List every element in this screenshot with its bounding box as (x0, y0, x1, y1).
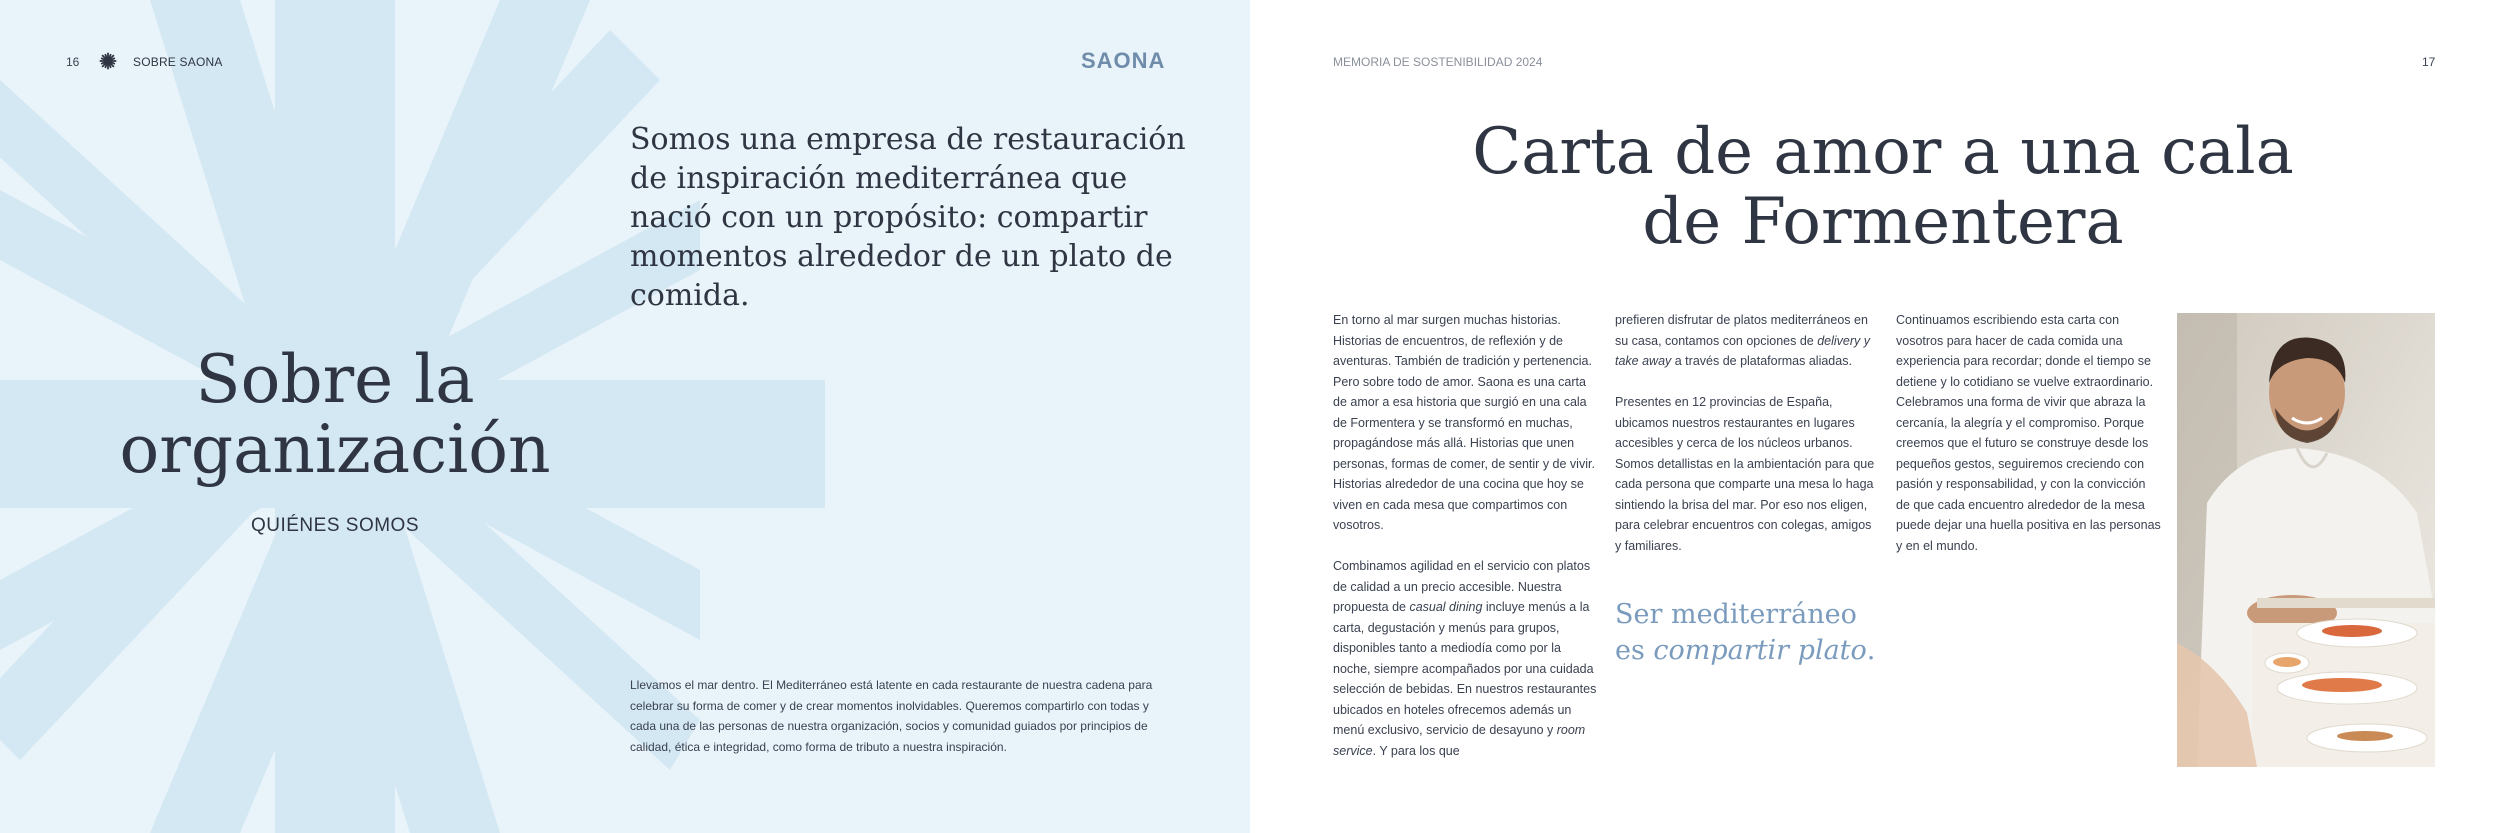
page-title (110, 341, 560, 488)
text-span: incluye menús a la carta, degustación y menús para grupos, disponibles tanto a mediodía como por la noche, siempre acompañados por una cuidada selección de bebidas. En nuestros restaurantes ubicados en hoteles ofrecemos además un menú exclusivo, servicio de desayuno y (1333, 600, 1597, 737)
report-header-label: MEMORIA DE SOSTENIBILIDAD 2024 (1333, 55, 1543, 69)
article-title (1333, 117, 2433, 257)
title-line-1: Carta de amor a una cala (1472, 115, 2294, 189)
quote-prefix: es (1615, 635, 1654, 666)
paragraph (1333, 556, 1598, 761)
page-number: 16 (66, 55, 80, 69)
text-column-3 (1896, 310, 2161, 577)
italic-term: room service (1333, 723, 1586, 758)
page-number: 17 (2422, 55, 2436, 69)
italic-term: casual dining (1409, 600, 1483, 614)
text-span: . Y para los que (1372, 743, 1460, 758)
footer-paragraph: Llevamos el mar dentro. El Mediterráneo está latente en cada restaurante de nuestra cadena para celebrar su forma de comer y de crear momentos inolvidables. Queremos compartirlo con todas y cada una de las personas de nuestra organización, socios y comunidad guiados por principios de calidad, ética e integridad, como forma de tributo a nuestra inspiración. (630, 678, 1153, 754)
restaurant-photo (2177, 313, 2435, 767)
quote-line-2 (1615, 633, 1895, 669)
paragraph (1615, 310, 1880, 372)
quote-line-1: Ser mediterráneo (1615, 599, 1857, 630)
text-column-1 (1333, 310, 1598, 782)
section-label: SOBRE SAONA (133, 55, 223, 69)
text-span: a través de plataformas aliadas. (1671, 354, 1852, 368)
right-page (1250, 0, 2500, 833)
asterisk-flower-icon (99, 52, 117, 70)
paragraph: Continuamos escribiendo esta carta con vosotros para hacer de cada comida una experiencia para recordar; donde el tiempo se detiene y lo cotidiano se vuelve extraordinario. Celebramos una forma de vivir que abraza la cercanía, la alegría y el compromiso. Porque creemos que el futuro se construye desde los pequeños gestos, seguiremos creciendo con pasión y responsabilidad, y con la convicción de que cada encuentro alrededor de la mesa puede dejar una huella positiva en las personas y en el mundo. (1896, 313, 2161, 553)
italic-term: delivery y take away (1615, 333, 1871, 368)
text-span: prefieren disfrutar de platos mediterráneos en su casa, contamos con opciones de (1615, 313, 1868, 348)
quote-italic: compartir plato (1653, 635, 1867, 666)
pull-quote (1615, 597, 1895, 669)
quote-suffix: . (1866, 635, 1876, 666)
page-subtitle: QUIÉNES SOMOS (250, 515, 420, 536)
brand-logo: SAONA (1081, 48, 1166, 73)
paragraph: Presentes en 12 provincias de España, ubicamos nuestros restaurantes en lugares accesibles y cerca de los núcleos urbanos. Somos detallistas en la ambientación para que cada persona que comparte una mesa lo haga sintiendo la brisa del mar. Por eso nos eligen, para celebrar encuentros con colegas, amigos y familiares. (1615, 395, 1875, 553)
title-line-2: de Formentera (1642, 185, 2124, 259)
text-span: Combinamos agilidad en el servicio con platos de calidad a un precio accesible. Nuestra propuesta de (1333, 559, 1591, 614)
title-line-2: organización (119, 411, 551, 488)
text-column-2 (1615, 310, 1880, 577)
intro-statement: Somos una empresa de restauración de inspiración mediterránea que nació con un propósito: compartir momentos alrededor de un plato de comida. (630, 122, 1186, 313)
title-line-1: Sobre la (195, 341, 475, 418)
smiling-man-photo-icon (2177, 313, 2435, 767)
paragraph: En torno al mar surgen muchas historias. Historias de encuentros, de reflexión y de aventuras. También de tradición y pertenencia. Pero sobre todo de amor. Saona es una carta de amor a esa historia que surgió en una cala de Formentera y se transformó en muchas, propagándose más allá. Historias que unen personas, formas de comer, de sentir y de vivir. Historias alrededor de una cocina que hoy se viven en cada mesa que compartimos con vosotros. (1333, 313, 1595, 532)
